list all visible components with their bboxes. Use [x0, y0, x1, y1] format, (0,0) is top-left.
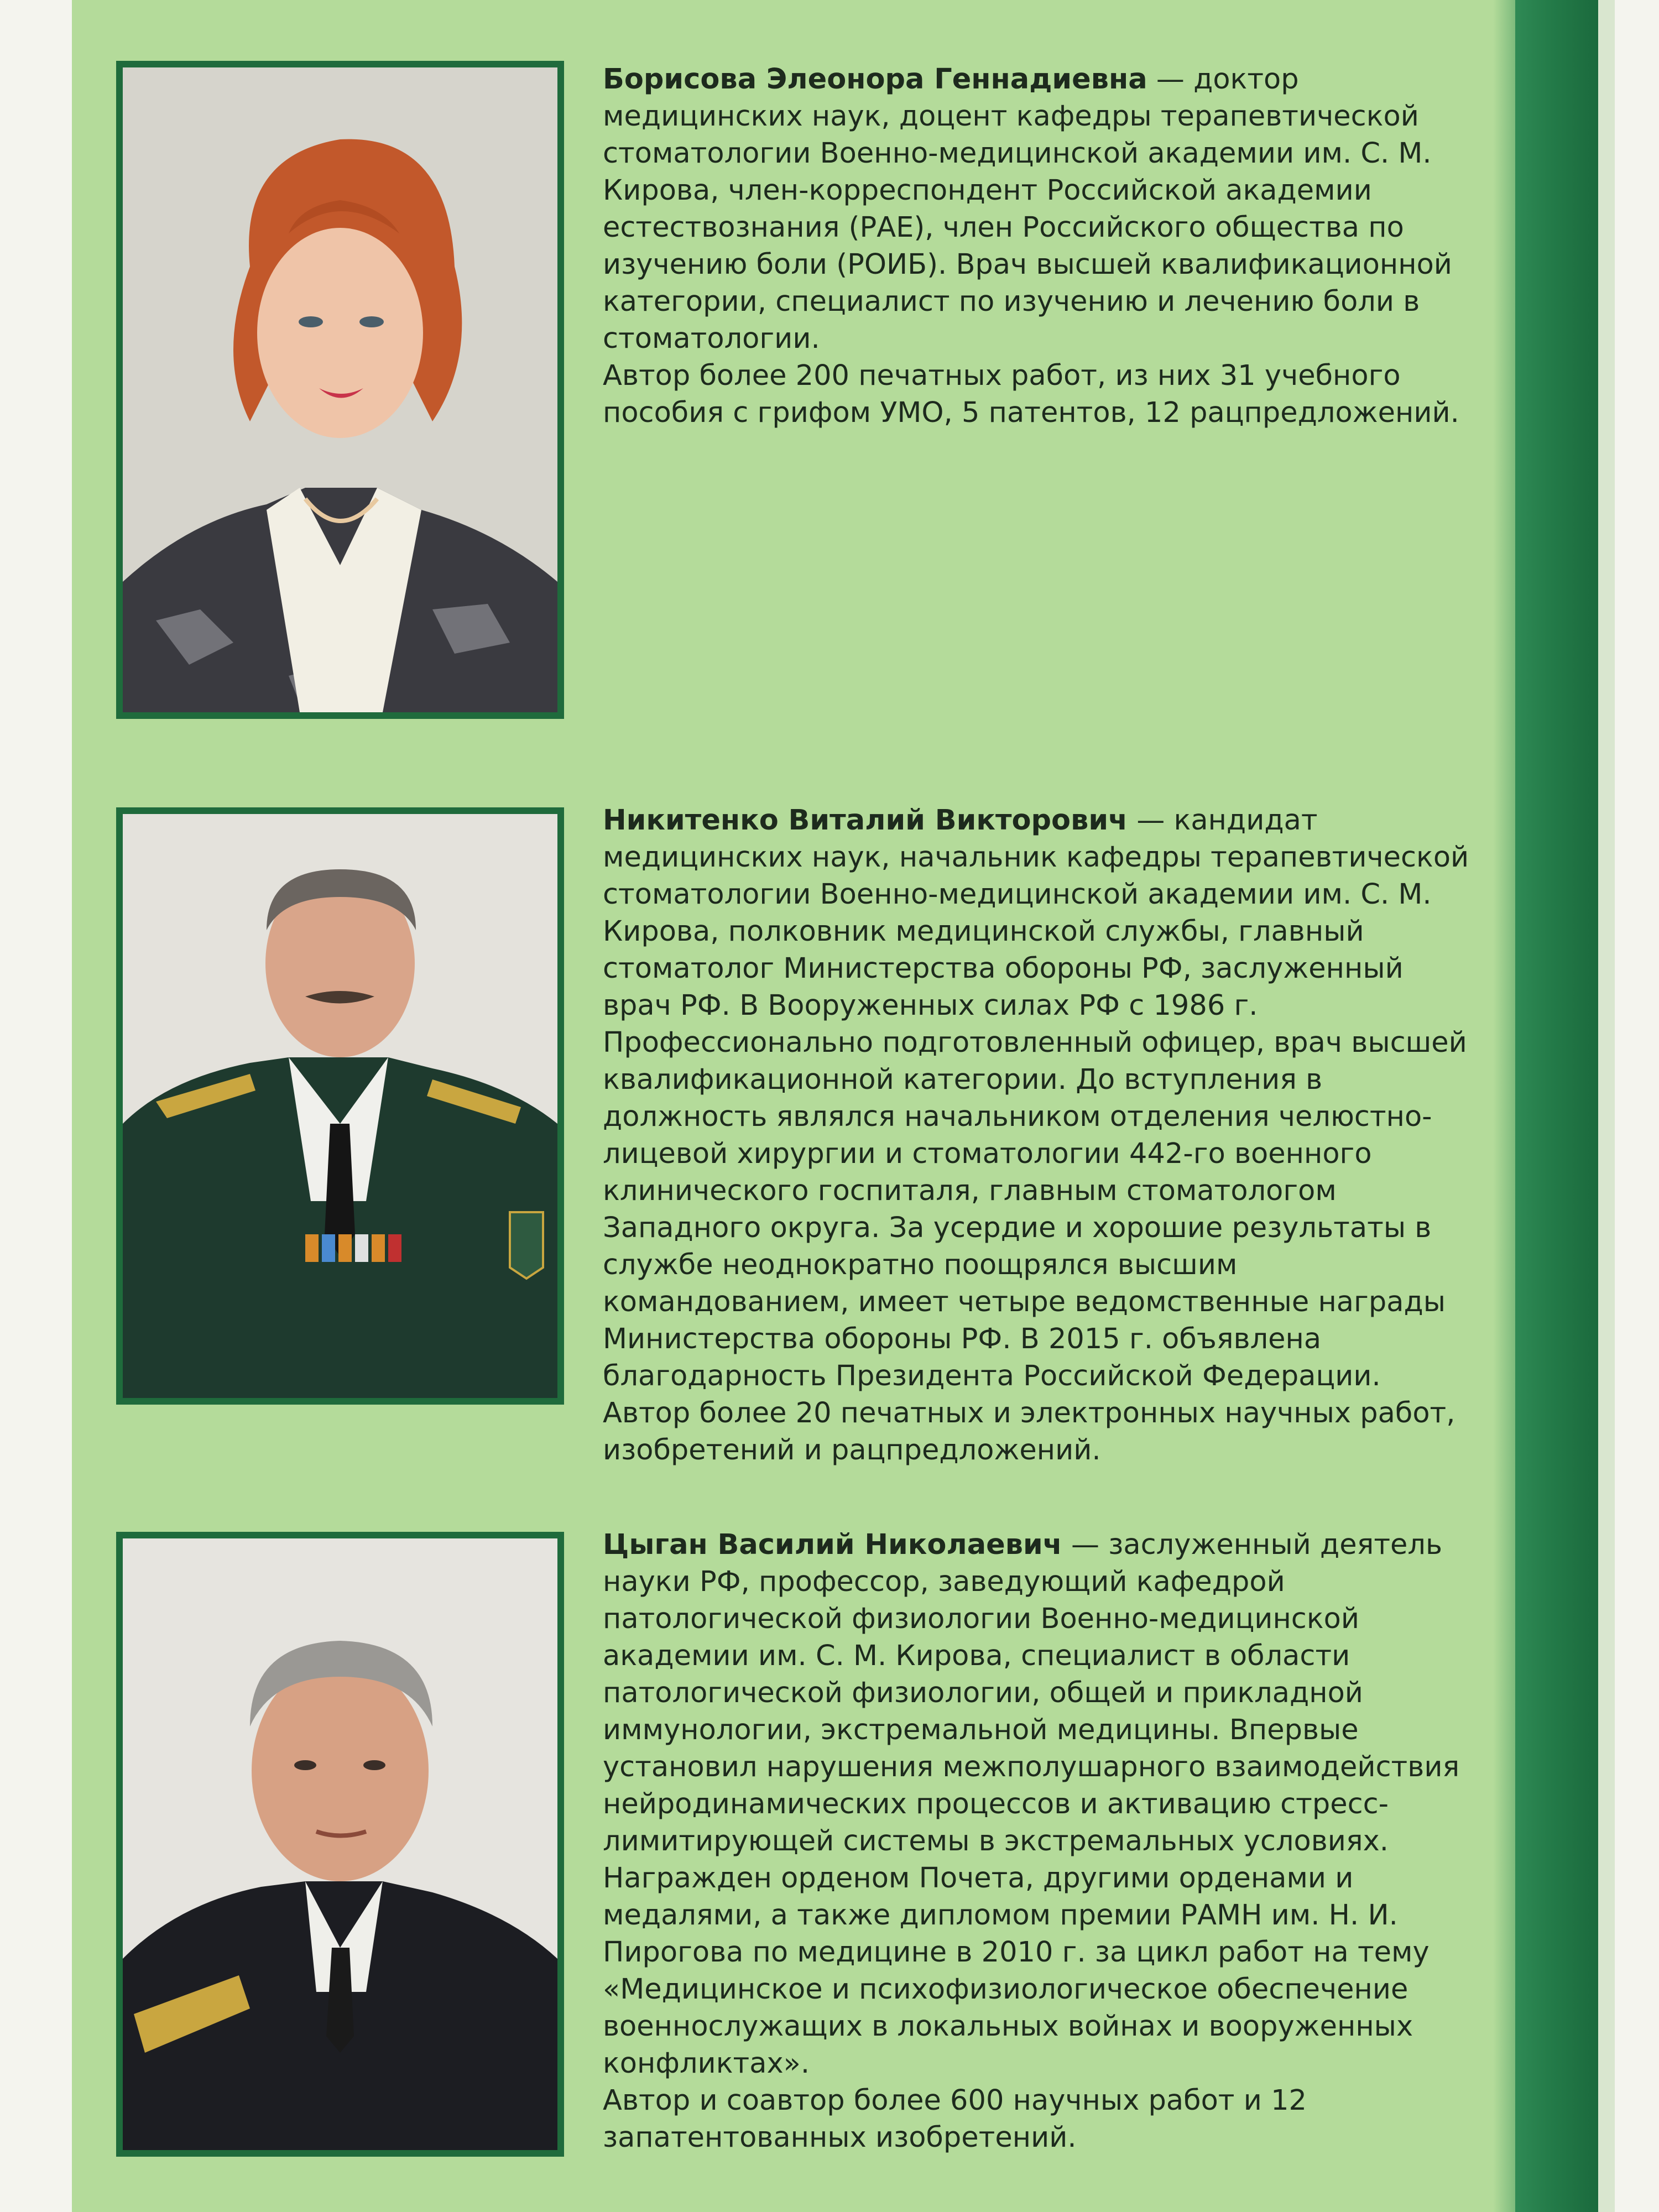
author-description: — доктор медицинских наук, доцент кафедры терапевтической стоматологии Военно-медицинской академии им. С. М. Кирова, член-корреспондент Российской академии естествознания (РАЕ), член Российского общества по изучению боли (РОИБ). Врач высшей квалификационной категории, специалист по изучению и лечению боли в стоматологии.: [603, 63, 1452, 355]
author-works: Автор более 20 печатных и электронных научных работ, изобретений и рацпредложений.: [603, 1397, 1455, 1467]
author-description: — кандидат медицинских наук, начальник кафедры терапевтической стоматологии Военно-медицинской академии им. С. М. Кирова, полковник медицинской службы, главный стоматолог Министерства обороны РФ, заслуженный врач РФ. В Вооруженных силах РФ с 1986 г. Профессионально подготовленный офицер, врач высшей квалификационной категории. До вступления в должность являлся начальником отделения челюстно-лицевой хирургии и стоматологии 442-го военного клинического госпиталя, главным стоматологом Западного округа. За усердие и хорошие результаты в службе неоднократно поощрялся высшим командованием, имеет четыре ведомственные награды Министерства обороны РФ. В 2015 г. объявлена благодарность Президента Российской Федерации.: [603, 804, 1469, 1392]
author-photo-3: [116, 1532, 564, 2157]
author-bio-3: [603, 1526, 1477, 2156]
author-photo-1: [116, 61, 564, 719]
author-name: Борисова Элеонора Геннадиевна: [603, 63, 1147, 96]
portrait-professor-icon: [123, 1538, 557, 2150]
spine-shadow: [1493, 0, 1515, 2212]
author-name: Никитенко Виталий Викторович: [603, 804, 1128, 837]
author-bio-text: [603, 1526, 1477, 2082]
author-works: Автор и соавтор более 600 научных работ и 12 запатентованных изобретений.: [603, 2084, 1307, 2154]
page-edge: [1598, 0, 1615, 2212]
author-works: Автор более 200 печатных работ, из них 31 учебного пособия с грифом УМО, 5 патентов, 12 рацпредложений.: [603, 359, 1459, 429]
author-bio-1: [603, 61, 1477, 431]
book-spine: [1515, 0, 1598, 2212]
author-bio-text: [603, 61, 1477, 357]
author-photo-2: [116, 807, 564, 1405]
portrait-woman-icon: [123, 67, 557, 712]
portrait-officer-icon: [123, 814, 557, 1398]
author-description: — заслуженный деятель науки РФ, профессор, заведующий кафедрой патологической физиологии Военно-медицинской академии им. С. М. Кирова, специалист в области патологической физиологии, общей и прикладной иммунологии, экстремальной медицины. Впервые установил нарушения межполушарного взаимодействия нейродинамических процессов и активацию стресс-лимитирующей системы в экстремальных условиях. Награжден орденом Почета, другими орденами и медалями, а также дипломом премии РАМН им. Н. И. Пирогова по медицине в 2010 г. за цикл работ на тему «Медицинское и психофизиологическое обеспечение военнослужащих в локальных войнах и вооруженных конфликтах».: [603, 1528, 1460, 2080]
author-bio-text: [603, 802, 1477, 1395]
author-name: Цыган Василий Николаевич: [603, 1528, 1062, 1561]
author-bio-2: [603, 802, 1477, 1469]
